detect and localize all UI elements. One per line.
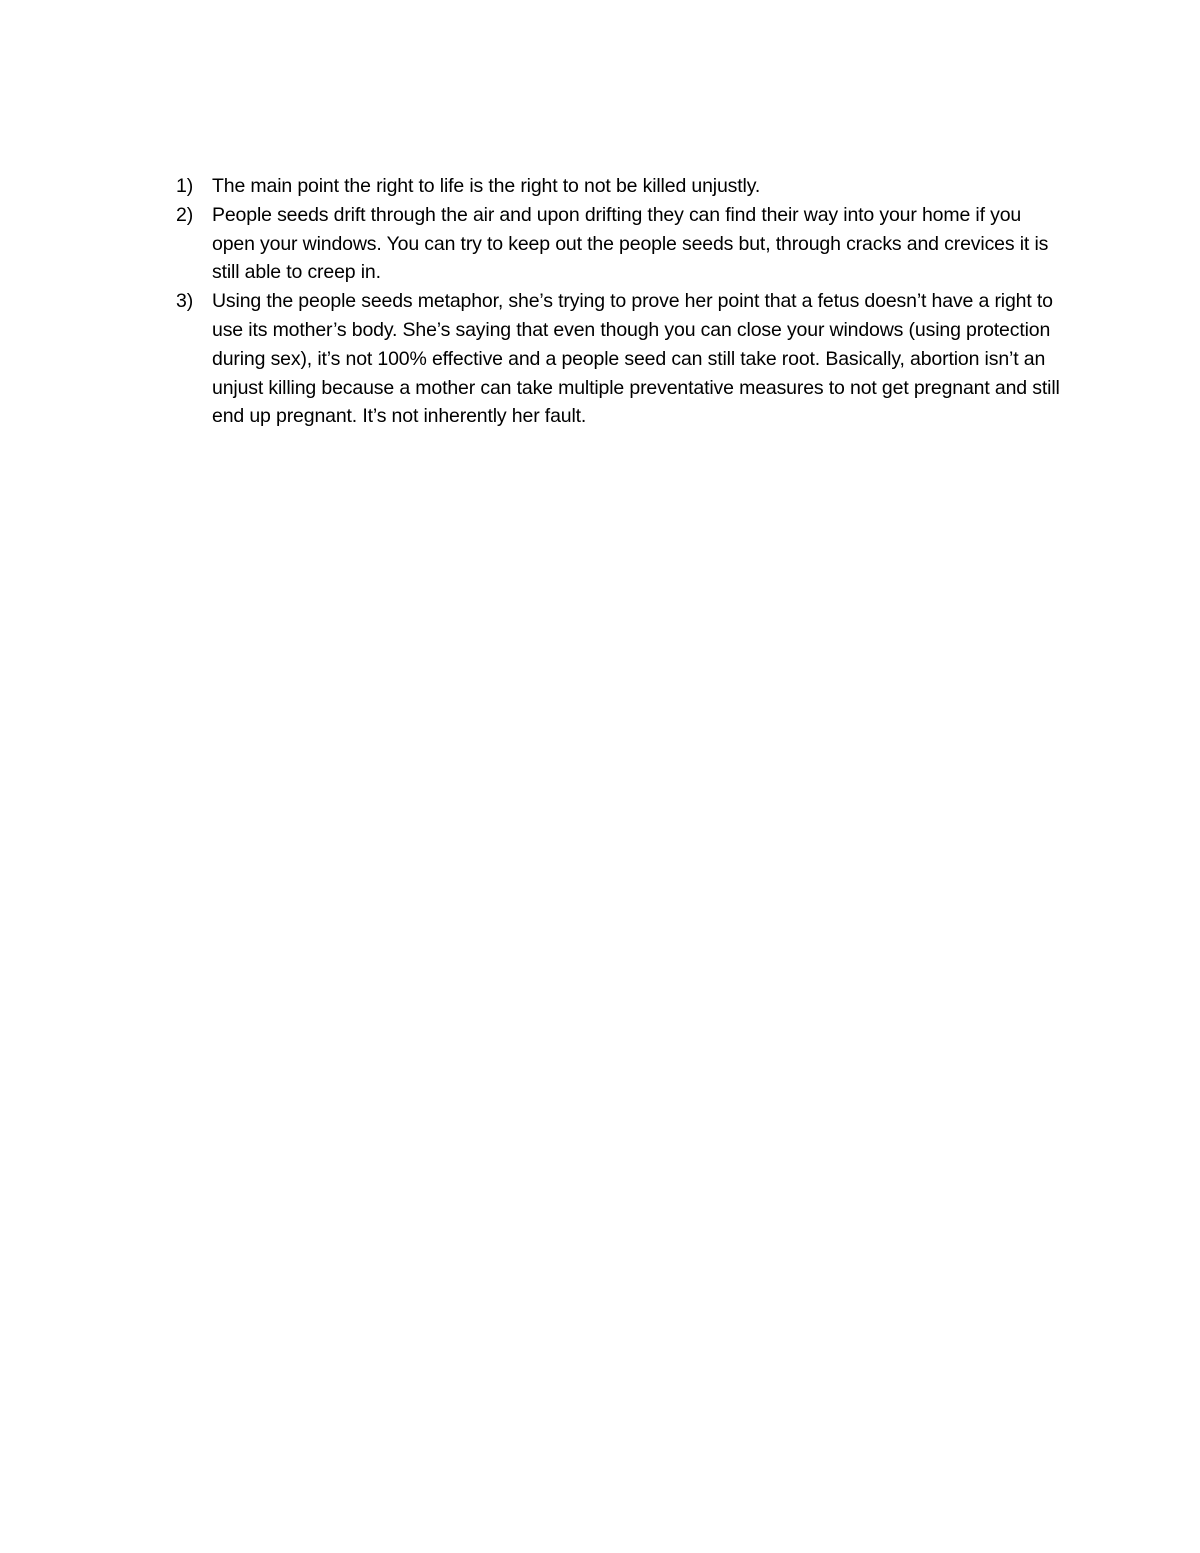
list-item-text: The main point the right to life is the right to not be killed unjustly. — [212, 175, 761, 197]
list-item-number: 1) — [176, 175, 194, 197]
numbered-answer-list — [176, 172, 1066, 431]
list-item-3 — [176, 287, 1066, 431]
list-item-1 — [176, 172, 1066, 201]
list-item-number: 3) — [176, 290, 194, 313]
list-item-text: People seeds drift through the air and upon drifting they can find their way into your home if you open your windows. You can try to keep out the people seeds but, through cracks and crevices it is still able to creep in. — [212, 203, 1049, 284]
list-item-text: Using the people seeds metaphor, she’s trying to prove her point that a fetus doesn’t have a right to use its mother’s body. She’s saying that even though you can close your windows (using protection during sex), it’s not 100% effective and a people seed can still take root. Basically, abortion isn’t an unjust killing because a mother can take multiple preventative measures to not get pregnant and still end up pregnant. It’s not inherently her fault. — [212, 290, 1060, 428]
list-item-number: 2) — [176, 203, 194, 226]
list-item-2 — [176, 201, 1066, 287]
